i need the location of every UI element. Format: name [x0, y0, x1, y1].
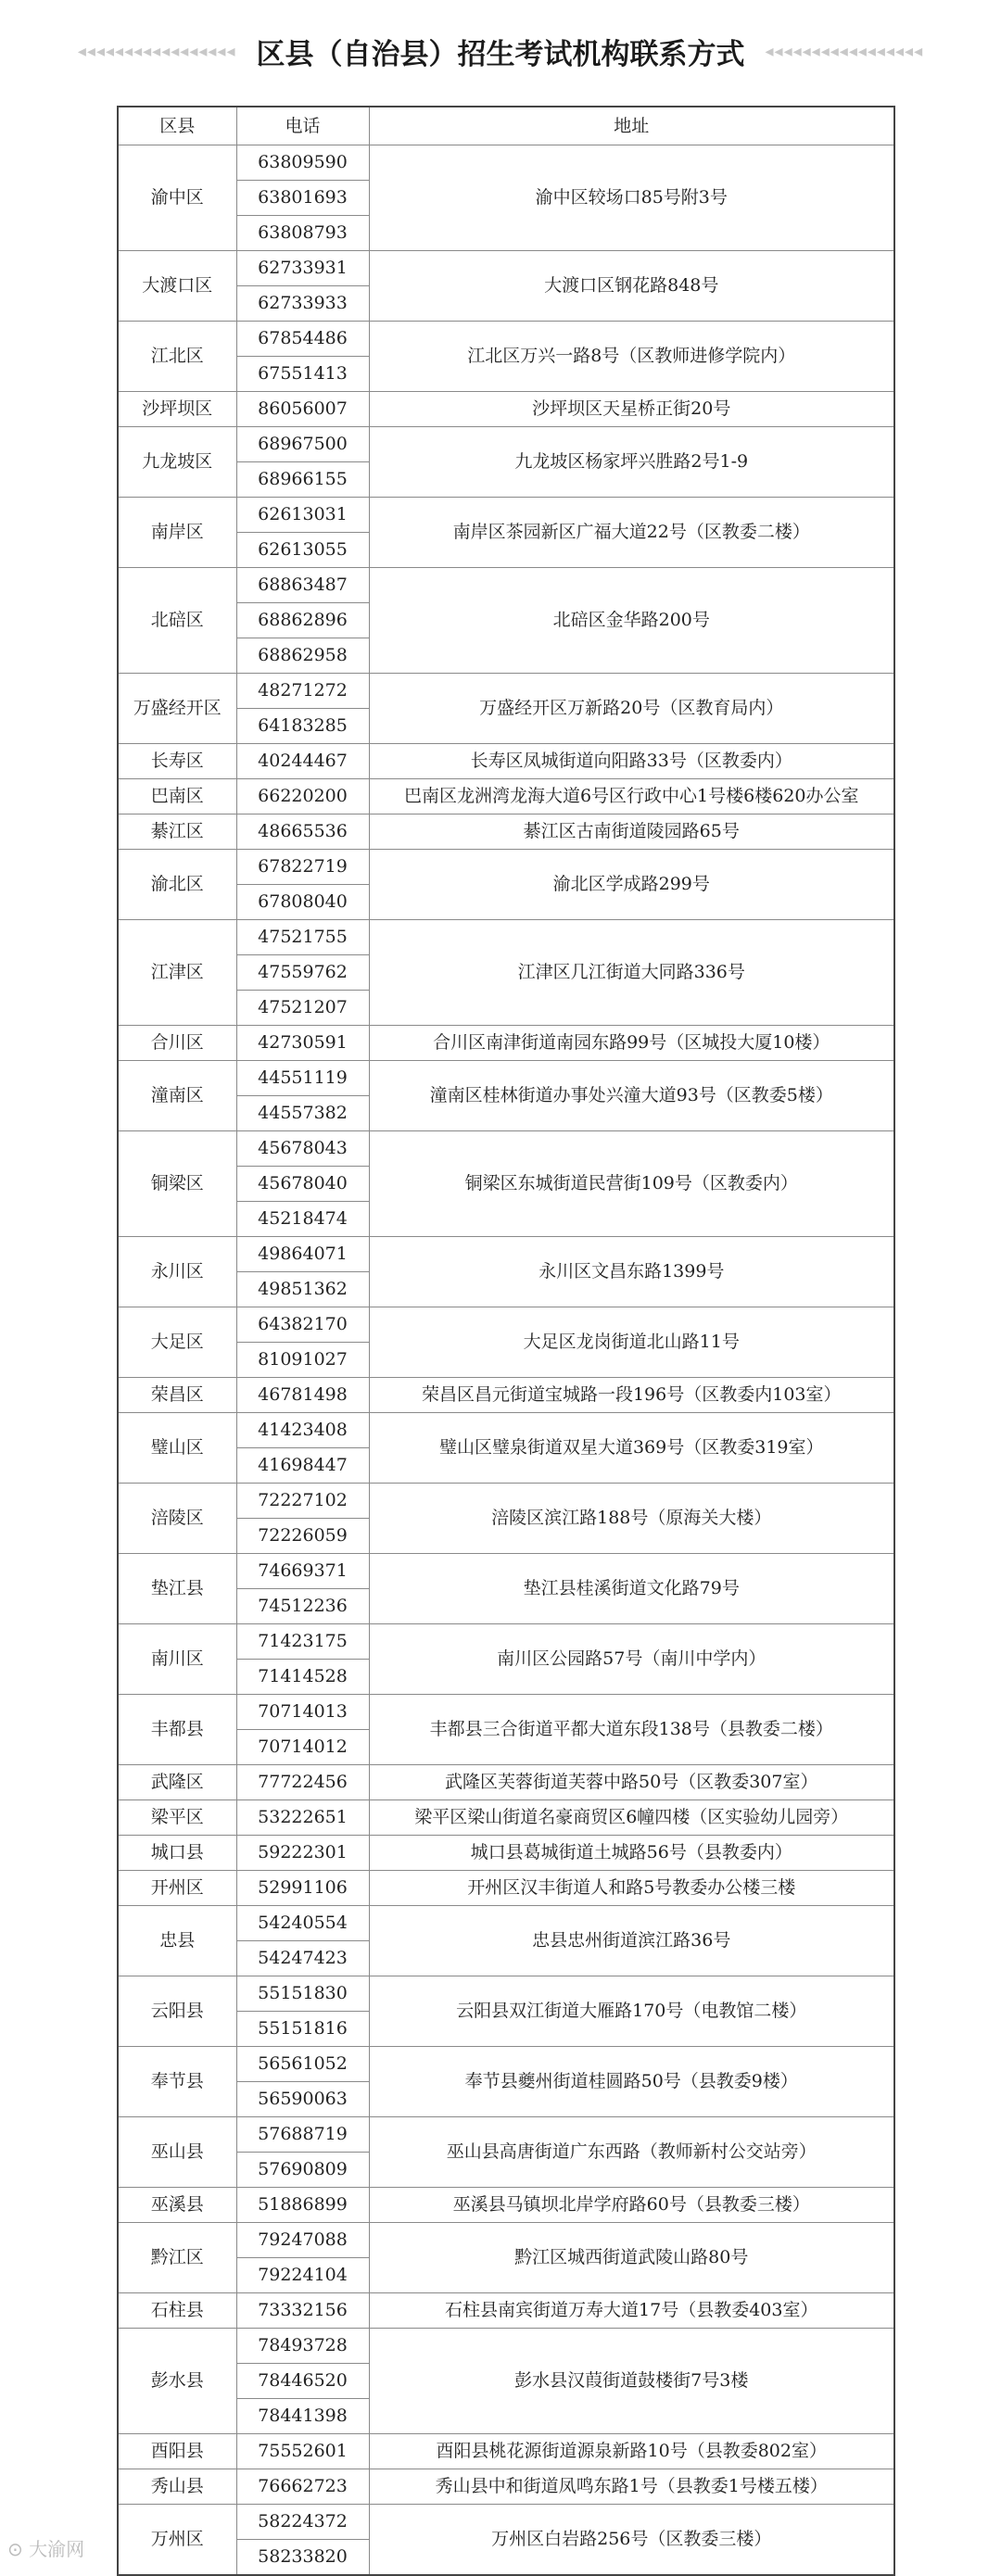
phone-cell: 47521755	[236, 920, 369, 955]
phone-cell: 68967500	[236, 427, 369, 462]
district-cell: 万盛经开区	[118, 674, 236, 744]
table-row	[118, 1413, 894, 1448]
phone-cell: 42730591	[236, 1026, 369, 1061]
table-row	[118, 568, 894, 603]
address-cell: 巫溪县马镇坝北岸学府路60号（县教委三楼）	[369, 2188, 894, 2223]
district-cell: 长寿区	[118, 744, 236, 779]
table-row	[118, 2434, 894, 2469]
phone-cell: 68862896	[236, 603, 369, 638]
phone-cell: 54240554	[236, 1906, 369, 1941]
phone-cell: 55151816	[236, 2012, 369, 2047]
district-cell: 梁平区	[118, 1800, 236, 1836]
phone-cell: 46781498	[236, 1378, 369, 1413]
table-row	[118, 814, 894, 850]
header-address: 地址	[369, 107, 894, 145]
page-title: 区县（自治县）招生考试机构联系方式	[256, 37, 745, 71]
phone-cell: 62733933	[236, 286, 369, 322]
address-cell: 南川区公园路57号（南川中学内）	[369, 1624, 894, 1695]
address-cell: 荣昌区昌元街道宝城路一段196号（区教委内103室）	[369, 1378, 894, 1413]
address-cell: 彭水县汉葭街道鼓楼街7号3楼	[369, 2329, 894, 2434]
address-cell: 长寿区凤城街道向阳路33号（区教委内）	[369, 744, 894, 779]
table-row	[118, 920, 894, 955]
phone-cell: 62613031	[236, 498, 369, 533]
table-row	[118, 1484, 894, 1519]
table-row	[118, 850, 894, 885]
district-cell: 武隆区	[118, 1765, 236, 1800]
address-cell: 大渡口区钢花路848号	[369, 251, 894, 322]
phone-cell: 59222301	[236, 1836, 369, 1871]
phone-cell: 67808040	[236, 885, 369, 920]
phone-cell: 40244467	[236, 744, 369, 779]
address-cell: 城口县葛城街道土城路56号（县教委内）	[369, 1836, 894, 1871]
district-cell: 渝北区	[118, 850, 236, 920]
phone-cell: 48271272	[236, 674, 369, 709]
district-cell: 巫溪县	[118, 2188, 236, 2223]
table-row	[118, 1695, 894, 1730]
table-row	[118, 744, 894, 779]
district-cell: 渝中区	[118, 145, 236, 251]
phone-cell: 67854486	[236, 322, 369, 357]
phone-cell: 72226059	[236, 1519, 369, 1554]
district-cell: 巫山县	[118, 2117, 236, 2188]
table-row	[118, 427, 894, 462]
table-body	[118, 145, 894, 2576]
address-cell: 沙坪坝区天星桥正街20号	[369, 392, 894, 427]
phone-cell: 45218474	[236, 1202, 369, 1237]
table-row	[118, 2329, 894, 2364]
phone-cell: 75552601	[236, 2434, 369, 2469]
district-cell: 南川区	[118, 1624, 236, 1695]
address-cell: 奉节县夔州街道桂圆路50号（县教委9楼）	[369, 2047, 894, 2117]
phone-cell: 49851362	[236, 1272, 369, 1307]
table-row	[118, 1554, 894, 1589]
phone-cell: 74669371	[236, 1554, 369, 1589]
address-cell: 九龙坡区杨家坪兴胜路2号1-9	[369, 427, 894, 498]
district-cell: 铜梁区	[118, 1131, 236, 1237]
district-cell: 涪陵区	[118, 1484, 236, 1554]
address-cell: 合川区南津街道南园东路99号（区城投大厦10楼）	[369, 1026, 894, 1061]
address-cell: 綦江区古南街道陵园路65号	[369, 814, 894, 850]
phone-cell: 45678043	[236, 1131, 369, 1167]
table-row	[118, 2505, 894, 2540]
table-row	[118, 674, 894, 709]
address-cell: 渝中区较场口85号附3号	[369, 145, 894, 251]
district-cell: 大足区	[118, 1307, 236, 1378]
phone-cell: 54247423	[236, 1941, 369, 1976]
phone-cell: 66220200	[236, 779, 369, 814]
table-row	[118, 1131, 894, 1167]
table-row	[118, 1906, 894, 1941]
contact-table	[117, 106, 895, 2576]
table-row	[118, 1765, 894, 1800]
phone-cell: 70714012	[236, 1730, 369, 1765]
phone-cell: 58233820	[236, 2540, 369, 2576]
district-cell: 江津区	[118, 920, 236, 1026]
address-cell: 忠县忠州街道滨江路36号	[369, 1906, 894, 1976]
header-district: 区县	[118, 107, 236, 145]
address-cell: 南岸区茶园新区广福大道22号（区教委二楼）	[369, 498, 894, 568]
table-row	[118, 1237, 894, 1272]
table-row	[118, 1026, 894, 1061]
phone-cell: 51886899	[236, 2188, 369, 2223]
address-cell: 璧山区璧泉街道双星大道369号（区教委319室）	[369, 1413, 894, 1484]
district-cell: 沙坪坝区	[118, 392, 236, 427]
district-cell: 万州区	[118, 2505, 236, 2576]
table-row	[118, 1836, 894, 1871]
phone-cell: 63808793	[236, 216, 369, 251]
phone-cell: 47559762	[236, 955, 369, 991]
district-cell: 云阳县	[118, 1976, 236, 2047]
address-cell: 巴南区龙洲湾龙海大道6号区行政中心1号楼6楼620办公室	[369, 779, 894, 814]
table-row	[118, 251, 894, 286]
address-cell: 渝北区学成路299号	[369, 850, 894, 920]
phone-cell: 64382170	[236, 1307, 369, 1343]
phone-cell: 58224372	[236, 2505, 369, 2540]
table-row	[118, 2047, 894, 2082]
watermark-logo: ⊙ 大渝网	[7, 2538, 85, 2560]
phone-cell: 56561052	[236, 2047, 369, 2082]
table-row	[118, 2188, 894, 2223]
table-row	[118, 2469, 894, 2505]
address-cell: 北碚区金华路200号	[369, 568, 894, 674]
district-cell: 合川区	[118, 1026, 236, 1061]
table-row	[118, 1061, 894, 1096]
phone-cell: 71423175	[236, 1624, 369, 1660]
phone-cell: 78446520	[236, 2364, 369, 2399]
phone-cell: 74512236	[236, 1589, 369, 1624]
phone-cell: 78441398	[236, 2399, 369, 2434]
title-bar	[0, 19, 1001, 83]
district-cell: 秀山县	[118, 2469, 236, 2505]
phone-cell: 41698447	[236, 1448, 369, 1484]
district-cell: 南岸区	[118, 498, 236, 568]
address-cell: 巫山县高唐街道广东西路（教师新村公交站旁）	[369, 2117, 894, 2188]
table-row	[118, 145, 894, 181]
district-cell: 璧山区	[118, 1413, 236, 1484]
address-cell: 江津区几江街道大同路336号	[369, 920, 894, 1026]
district-cell: 开州区	[118, 1871, 236, 1906]
phone-cell: 44551119	[236, 1061, 369, 1096]
address-cell: 丰都县三合街道平都大道东段138号（县教委二楼）	[369, 1695, 894, 1765]
district-cell: 巴南区	[118, 779, 236, 814]
address-cell: 武隆区芙蓉街道芙蓉中路50号（区教委307室）	[369, 1765, 894, 1800]
table-row	[118, 1624, 894, 1660]
table-row	[118, 2223, 894, 2258]
phone-cell: 79247088	[236, 2223, 369, 2258]
phone-cell: 78493728	[236, 2329, 369, 2364]
right-arrows-decoration: ◂◂◂◂◂◂◂◂◂◂◂◂◂◂◂◂◂	[765, 41, 924, 61]
address-cell: 梁平区梁山街道名豪商贸区6幢四楼（区实验幼儿园旁）	[369, 1800, 894, 1836]
address-cell: 黔江区城西街道武陵山路80号	[369, 2223, 894, 2293]
header-row	[118, 107, 894, 145]
table-row	[118, 1800, 894, 1836]
address-cell: 石柱县南宾街道万寿大道17号（县教委403室）	[369, 2293, 894, 2329]
district-cell: 酉阳县	[118, 2434, 236, 2469]
phone-cell: 70714013	[236, 1695, 369, 1730]
address-cell: 涪陵区滨江路188号（原海关大楼）	[369, 1484, 894, 1554]
table-row	[118, 1871, 894, 1906]
phone-cell: 68863487	[236, 568, 369, 603]
phone-cell: 68966155	[236, 462, 369, 498]
district-cell: 北碚区	[118, 568, 236, 674]
phone-cell: 49864071	[236, 1237, 369, 1272]
district-cell: 綦江区	[118, 814, 236, 850]
phone-cell: 44557382	[236, 1096, 369, 1131]
address-cell: 潼南区桂林街道办事处兴潼大道93号（区教委5楼）	[369, 1061, 894, 1131]
phone-cell: 45678040	[236, 1167, 369, 1202]
phone-cell: 47521207	[236, 991, 369, 1026]
phone-cell: 86056007	[236, 392, 369, 427]
header-phone: 电话	[236, 107, 369, 145]
phone-cell: 79224104	[236, 2258, 369, 2293]
phone-cell: 77722456	[236, 1765, 369, 1800]
phone-cell: 72227102	[236, 1484, 369, 1519]
phone-cell: 71414528	[236, 1660, 369, 1695]
phone-cell: 81091027	[236, 1343, 369, 1378]
phone-cell: 56590063	[236, 2082, 369, 2117]
phone-cell: 57688719	[236, 2117, 369, 2153]
phone-cell: 55151830	[236, 1976, 369, 2012]
address-cell: 开州区汉丰街道人和路5号教委办公楼三楼	[369, 1871, 894, 1906]
district-cell: 九龙坡区	[118, 427, 236, 498]
address-cell: 云阳县双江街道大雁路170号（电教馆二楼）	[369, 1976, 894, 2047]
address-cell: 秀山县中和街道凤鸣东路1号（县教委1号楼五楼）	[369, 2469, 894, 2505]
district-cell: 永川区	[118, 1237, 236, 1307]
address-cell: 万盛经开区万新路20号（区教育局内）	[369, 674, 894, 744]
table-row	[118, 2117, 894, 2153]
district-cell: 荣昌区	[118, 1378, 236, 1413]
phone-cell: 62733931	[236, 251, 369, 286]
phone-cell: 48665536	[236, 814, 369, 850]
phone-cell: 68862958	[236, 638, 369, 674]
address-cell: 大足区龙岗街道北山路11号	[369, 1307, 894, 1378]
table-row	[118, 498, 894, 533]
district-cell: 奉节县	[118, 2047, 236, 2117]
table-row	[118, 779, 894, 814]
table-row	[118, 1976, 894, 2012]
phone-cell: 63809590	[236, 145, 369, 181]
table-row	[118, 2293, 894, 2329]
table-row	[118, 392, 894, 427]
phone-cell: 52991106	[236, 1871, 369, 1906]
address-cell: 江北区万兴一路8号（区教师进修学院内）	[369, 322, 894, 392]
phone-cell: 64183285	[236, 709, 369, 744]
phone-cell: 67822719	[236, 850, 369, 885]
address-cell: 酉阳县桃花源街道源泉新路10号（县教委802室）	[369, 2434, 894, 2469]
phone-cell: 76662723	[236, 2469, 369, 2505]
phone-cell: 57690809	[236, 2153, 369, 2188]
phone-cell: 67551413	[236, 357, 369, 392]
phone-cell: 62613055	[236, 533, 369, 568]
phone-cell: 53222651	[236, 1800, 369, 1836]
table-row	[118, 322, 894, 357]
district-cell: 大渡口区	[118, 251, 236, 322]
district-cell: 彭水县	[118, 2329, 236, 2434]
left-arrows-decoration: ◂◂◂◂◂◂◂◂◂◂◂◂◂◂◂◂◂	[77, 41, 236, 61]
phone-cell: 63801693	[236, 181, 369, 216]
district-cell: 城口县	[118, 1836, 236, 1871]
table-row	[118, 1378, 894, 1413]
district-cell: 潼南区	[118, 1061, 236, 1131]
phone-cell: 41423408	[236, 1413, 369, 1448]
district-cell: 丰都县	[118, 1695, 236, 1765]
phone-cell: 73332156	[236, 2293, 369, 2329]
address-cell: 垫江县桂溪街道文化路79号	[369, 1554, 894, 1624]
district-cell: 垫江县	[118, 1554, 236, 1624]
district-cell: 忠县	[118, 1906, 236, 1976]
address-cell: 铜梁区东城街道民营街109号（区教委内）	[369, 1131, 894, 1237]
address-cell: 万州区白岩路256号（区教委三楼）	[369, 2505, 894, 2576]
district-cell: 石柱县	[118, 2293, 236, 2329]
district-cell: 黔江区	[118, 2223, 236, 2293]
table-row	[118, 1307, 894, 1343]
district-cell: 江北区	[118, 322, 236, 392]
address-cell: 永川区文昌东路1399号	[369, 1237, 894, 1307]
